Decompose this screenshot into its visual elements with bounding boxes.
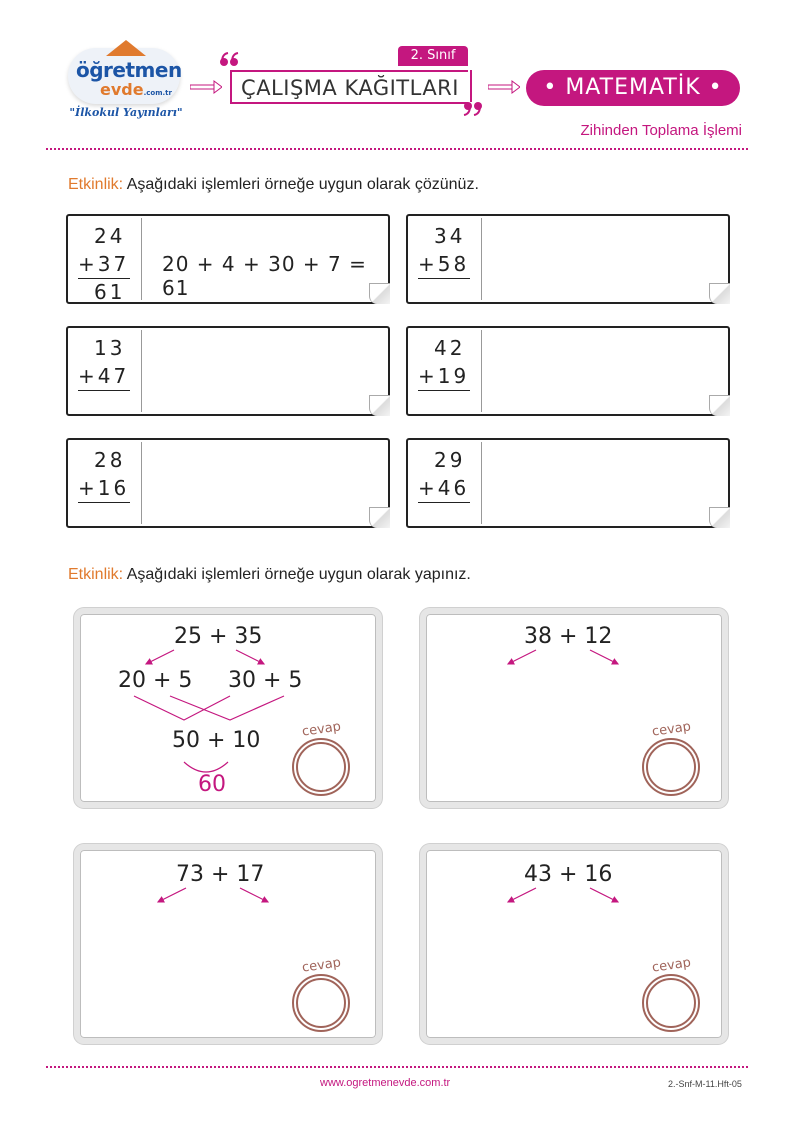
activity-text: Aşağıdaki işlemleri örneğe uygun olarak yapınız. (123, 566, 471, 583)
addition-card-1 (66, 214, 390, 304)
sum-line (418, 278, 470, 279)
example-answer: 60 (198, 772, 226, 797)
sum-line (78, 390, 130, 391)
decomposition-frame-1 (420, 608, 728, 808)
card-divider (141, 218, 142, 300)
addition-card-3 (66, 326, 390, 416)
addend-bottom: +19 (418, 364, 470, 388)
addend-top: 13 (94, 336, 126, 360)
sum-line (78, 278, 130, 279)
page-curl-icon (709, 507, 730, 528)
addend-top: 34 (434, 224, 466, 248)
worksheet-title-box (226, 66, 474, 106)
close-quote-icon (462, 98, 484, 118)
addend-top: 29 (434, 448, 466, 472)
logo-sub: evde.com.tr (100, 80, 172, 99)
answer-ring[interactable] (292, 738, 350, 796)
addend-top: 42 (434, 336, 466, 360)
addend-bottom: +47 (78, 364, 130, 388)
divider-bottom (46, 1066, 748, 1068)
activity-text: Aşağıdaki işlemleri örneğe uygun olarak çözünüz. (123, 176, 479, 193)
answer-label: cevap (651, 719, 692, 740)
addend-top: 28 (94, 448, 126, 472)
card-divider (141, 330, 142, 412)
open-quote-icon (218, 50, 240, 70)
activity-label: Etkinlik: (68, 176, 124, 193)
addition-card-6 (406, 438, 730, 528)
addend-bottom: +46 (418, 476, 470, 500)
tens-ones-sum: 50 + 10 (172, 728, 261, 753)
decomposition-frame-3 (420, 844, 728, 1044)
sum-line (418, 390, 470, 391)
sum-result: 61 (94, 280, 126, 304)
worksheet-title: ÇALIŞMA KAĞITLARI (241, 76, 459, 100)
title-border-bottom (230, 102, 468, 104)
grade-tab: 2. Sınıf (398, 46, 468, 66)
exercise-expression: 73 + 17 (176, 862, 265, 887)
addition-card-5 (66, 438, 390, 528)
exercise-expression: 38 + 12 (524, 624, 613, 649)
logo-slogan: "İlkokul Yayınları" (69, 106, 183, 119)
card-divider (481, 442, 482, 524)
sum-line (78, 502, 130, 503)
exercise-expression: 43 + 16 (524, 862, 613, 887)
footer-url[interactable]: www.ogretmenevde.com.tr (320, 1077, 451, 1089)
addend-top: 24 (94, 224, 126, 248)
footer-code: 2.-Snf-M-11.Hft-05 (668, 1079, 742, 1089)
answer-label: cevap (301, 719, 342, 740)
right-split: 30 + 5 (228, 668, 303, 693)
publisher-logo (62, 40, 190, 128)
logo-brand: öğretmen (76, 58, 182, 82)
topic-subtitle: Zihinden Toplama İşlemi (580, 122, 742, 139)
house-roof-icon (106, 40, 146, 56)
page-curl-icon (709, 395, 730, 416)
decomposition-frame-2 (74, 844, 382, 1044)
addend-bottom: +58 (418, 252, 470, 276)
subject-badge: • MATEMATİK • (526, 70, 740, 106)
answer-ring[interactable] (292, 974, 350, 1032)
activity2-instruction (68, 566, 471, 584)
page-curl-icon (709, 283, 730, 304)
page-curl-icon (369, 283, 390, 304)
card-divider (481, 330, 482, 412)
answer-label: cevap (651, 955, 692, 976)
addend-bottom: +16 (78, 476, 130, 500)
activity-label: Etkinlik: (68, 566, 124, 583)
page-curl-icon (369, 507, 390, 528)
addition-card-2 (406, 214, 730, 304)
answer-ring[interactable] (642, 974, 700, 1032)
solution-text: 20 + 4 + 30 + 7 = 61 (162, 252, 367, 300)
left-split: 20 + 5 (118, 668, 193, 693)
addend-bottom: +37 (78, 252, 130, 276)
arrow-right-icon (190, 80, 222, 94)
page-curl-icon (369, 395, 390, 416)
arrow-right-icon (488, 80, 520, 94)
sum-line (418, 502, 470, 503)
addition-card-4 (406, 326, 730, 416)
divider-top (46, 148, 748, 150)
answer-ring[interactable] (642, 738, 700, 796)
answer-label: cevap (301, 955, 342, 976)
example-expression: 25 + 35 (174, 624, 263, 649)
example-decomposition-frame (74, 608, 382, 808)
activity1-instruction (68, 176, 479, 194)
card-divider (141, 442, 142, 524)
card-divider (481, 218, 482, 300)
